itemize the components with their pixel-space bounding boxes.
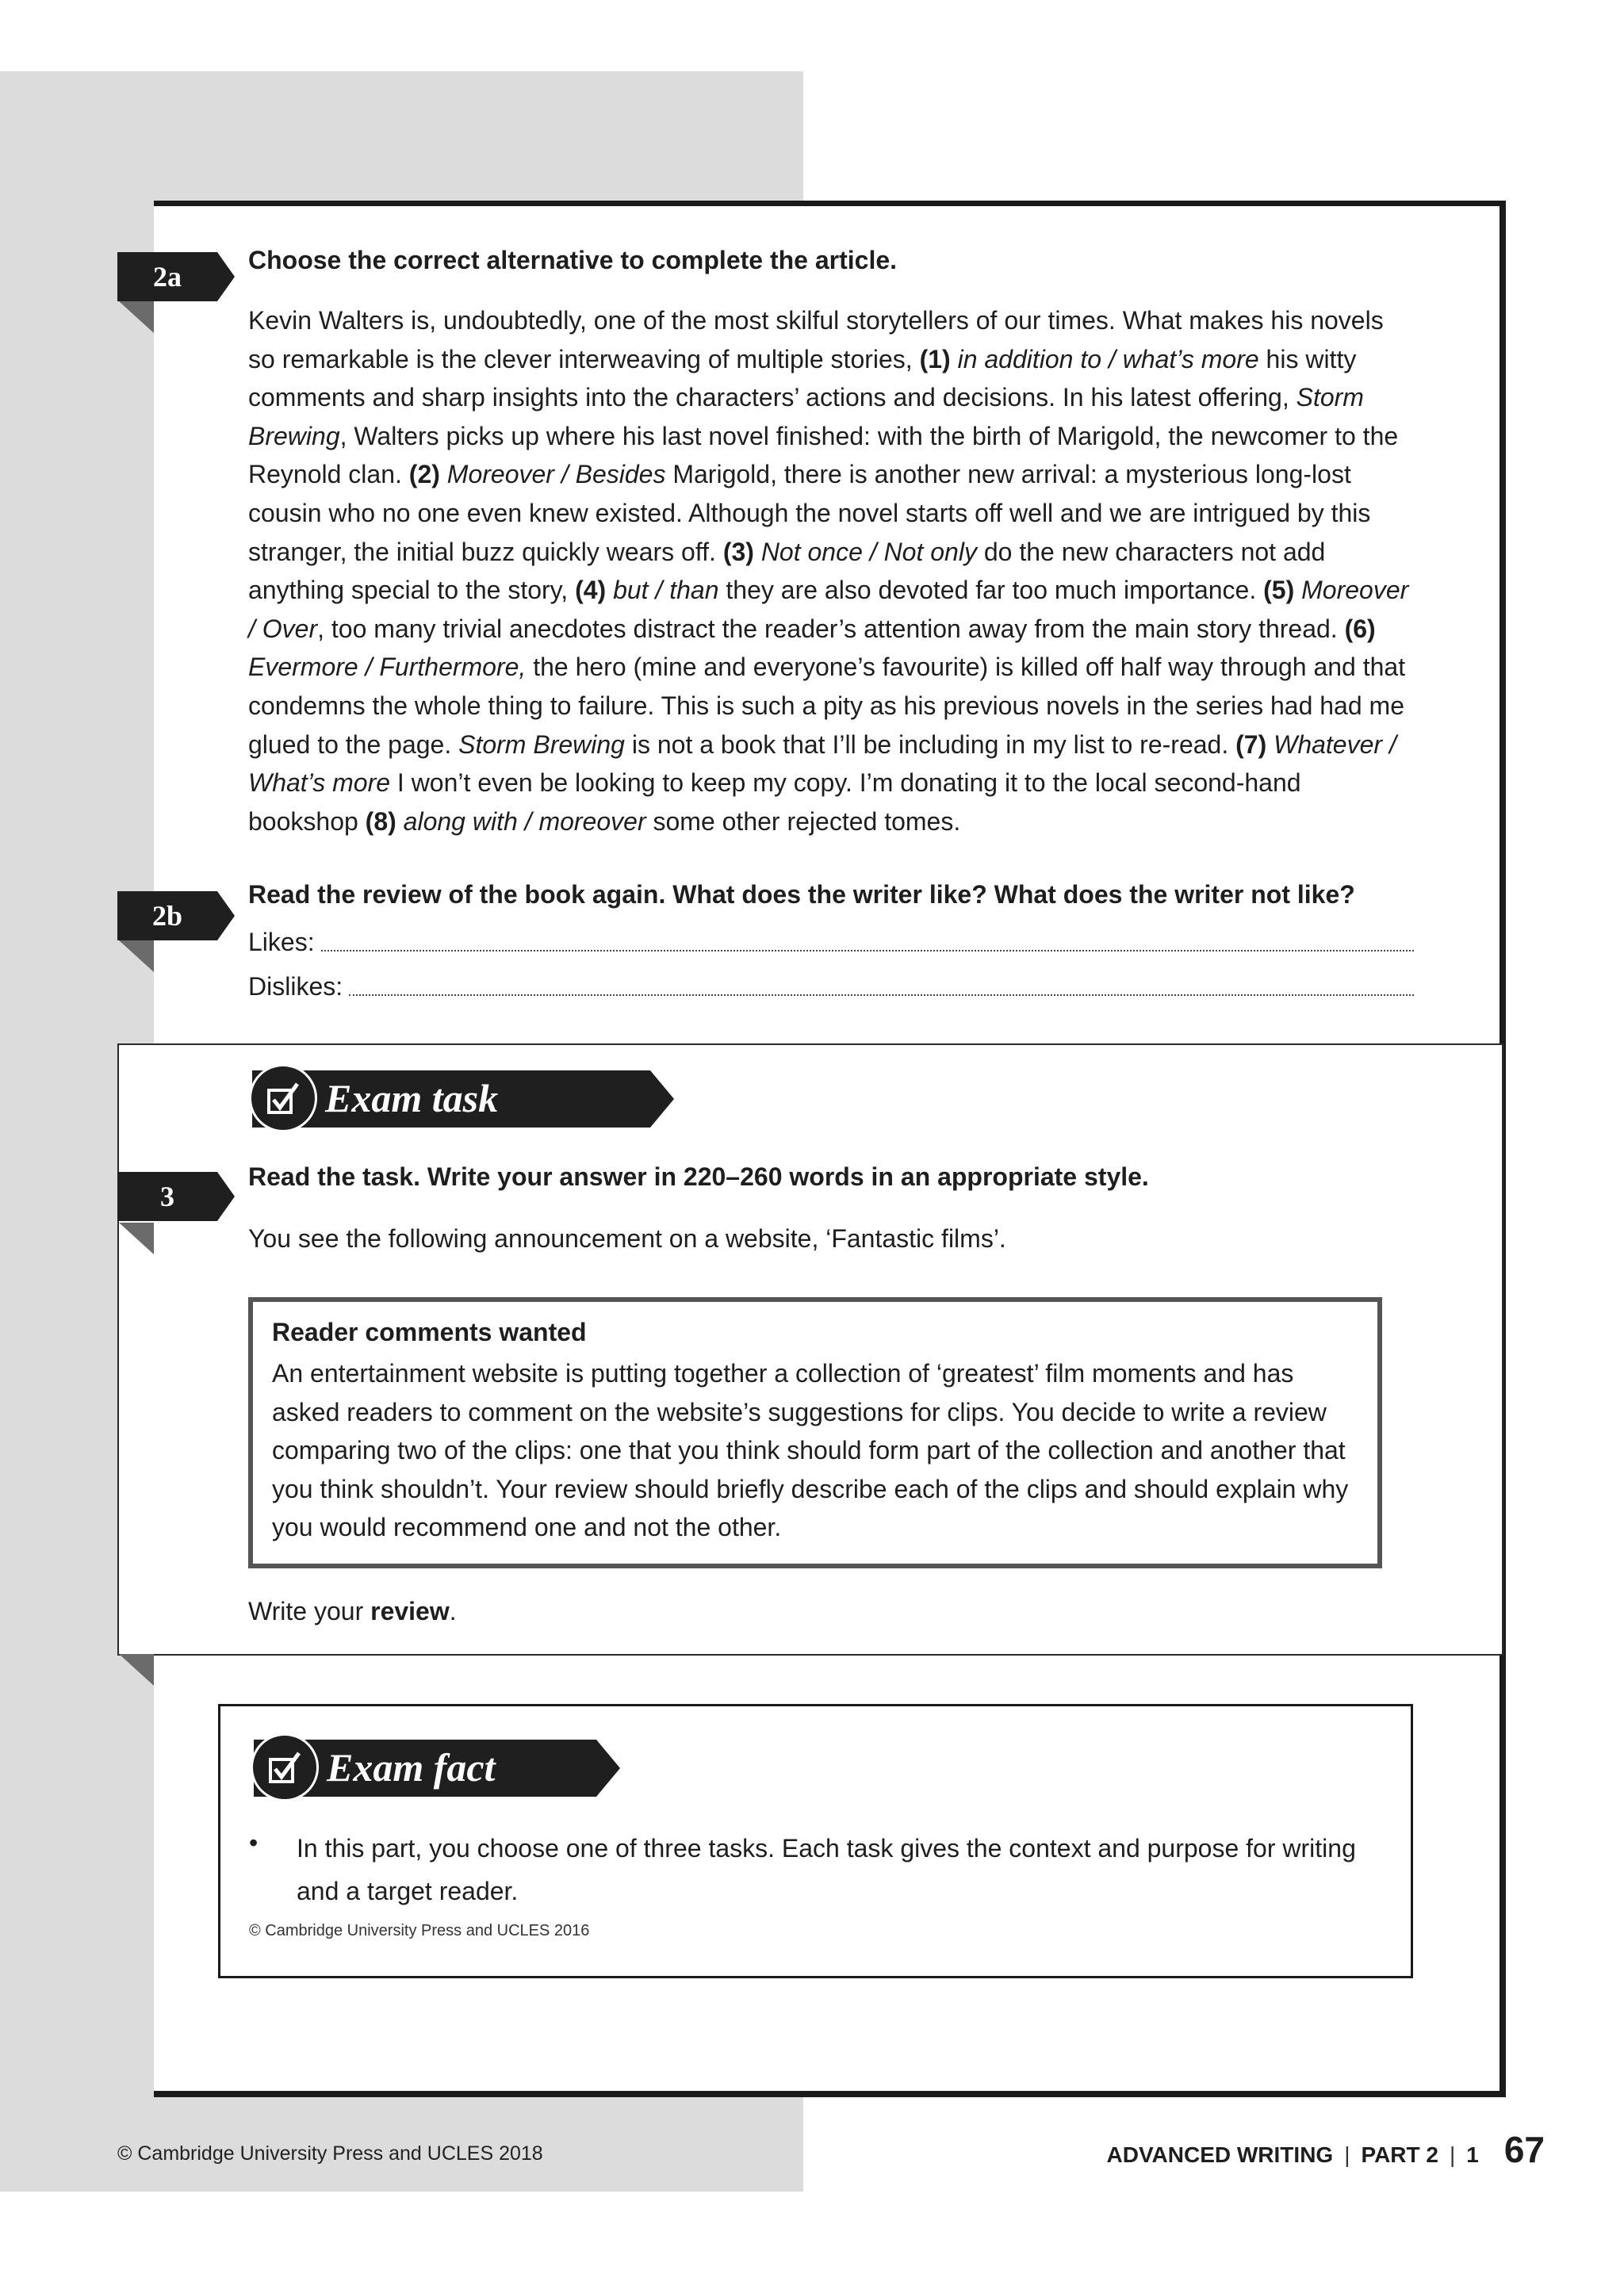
task-intro: You see the following announcement on a website, ‘Fantastic films’.: [248, 1224, 1006, 1253]
likes-label: Likes:: [248, 928, 315, 956]
checkbox-tick-icon: [249, 1064, 317, 1132]
write-bold: review: [370, 1597, 450, 1625]
write-prefix: Write your: [248, 1597, 371, 1625]
exercise-tag-2a: 2a: [117, 252, 217, 301]
footer-separator: |: [1449, 2142, 1456, 2167]
tag-shadow: [119, 940, 154, 972]
exam-task-title: Exam task: [325, 1076, 499, 1120]
instruction-3: Read the task. Write your answer in 220–260 words in an appropriate style.: [248, 1162, 1149, 1191]
exam-fact-title: Exam fact: [327, 1745, 496, 1790]
exam-fact-box: [218, 1704, 1413, 1978]
dislikes-answer-line[interactable]: [349, 969, 1414, 996]
write-instruction: [248, 1592, 457, 1631]
checkbox-tick-icon: [251, 1733, 319, 1801]
instruction-2a: Choose the correct alternative to complete the article.: [248, 246, 898, 274]
footer-number: 1: [1466, 2142, 1479, 2167]
exam-task-ribbon: [252, 1070, 650, 1128]
instruction-2b: Read the review of the book again. What does the writer like? What does the writer not like?: [248, 880, 1355, 909]
exercise-tag-2b: 2b: [117, 891, 217, 940]
footer-separator: |: [1344, 2142, 1350, 2167]
article-text: [248, 301, 1414, 840]
write-suffix: .: [449, 1597, 457, 1625]
footer-section: ADVANCED WRITING: [1106, 2142, 1334, 2167]
dislikes-line[interactable]: [248, 969, 1414, 1004]
fact-bullet-text: In this part, you choose one of three tasks. Each task gives the context and purpose for writing and a target reader.: [297, 1834, 1356, 1905]
page-number: 67: [1503, 2129, 1545, 2170]
announcement-box: [248, 1297, 1382, 1568]
article-paragraph: Kevin Walters is, undoubtedly, one of the most skilful storytellers of our times. What makes his novels so remarkable is the clever interweaving of multiple stories, (1) in addition to / what’s more his witty comments and sharp insights into the characters’ actions and decisions. In his latest offering, Storm Brewing, Walters picks up where his last novel finished: with the birth of Marigold, the newcomer to the Reynold clan. (2) Moreover / Besides Marigold, there is another new arrival: a mysterious long-lost cousin who no one even knew existed. Although the novel starts off well and we are intrigued by this stranger, the initial buzz quickly wears off. (3) Not once / Not only do the new characters not add anything special to the story, (4) but / than they are also devoted far too much importance. (5) Moreover / Over, too many trivial anecdotes distract the reader’s attention away from the main story thread. (6) Evermore / Furthermore, the hero (mine and everyone’s favourite) is killed off half way through and that condemns the whole thing to failure. This is such a pity as his previous novels in the series had had me glued to the page. Storm Brewing is not a book that I’ll be including in my list to re-read. (7) Whatever / What’s more I won’t even be looking to keep my copy. I’m donating it to the local second-hand bookshop (8) along with / moreover some other rejected tomes.: [248, 306, 1409, 836]
tag-shadow: [119, 301, 154, 333]
likes-line[interactable]: [248, 925, 1414, 959]
tag-shadow: [119, 1654, 154, 1686]
exercise-tag-3: 3: [117, 1172, 217, 1221]
fact-copyright: © Cambridge University Press and UCLES 2016: [249, 1922, 590, 1939]
exam-fact-ribbon: [254, 1740, 596, 1797]
fact-bullet-marker: •: [249, 1828, 259, 1857]
footer-copyright: © Cambridge University Press and UCLES 2018: [117, 2142, 543, 2165]
tag-shadow: [119, 1223, 154, 1254]
likes-answer-line[interactable]: [321, 925, 1414, 951]
dislikes-label: Dislikes:: [248, 972, 343, 1001]
footer-pagination: [1107, 2128, 1545, 2171]
announcement-text: An entertainment website is putting together a collection of ‘greatest’ film moments and has asked readers to comment on the website’s suggestions for clips. You decide to write a review comparing two of the clips: one that you think should form part of the collection and another that you think shouldn’t. Your review should briefly describe each of the clips and should explain why you would recommend one and not the other.: [272, 1359, 1349, 1542]
announcement-title: Reader comments wanted: [272, 1318, 587, 1346]
footer-part: PART 2: [1361, 2142, 1438, 2167]
